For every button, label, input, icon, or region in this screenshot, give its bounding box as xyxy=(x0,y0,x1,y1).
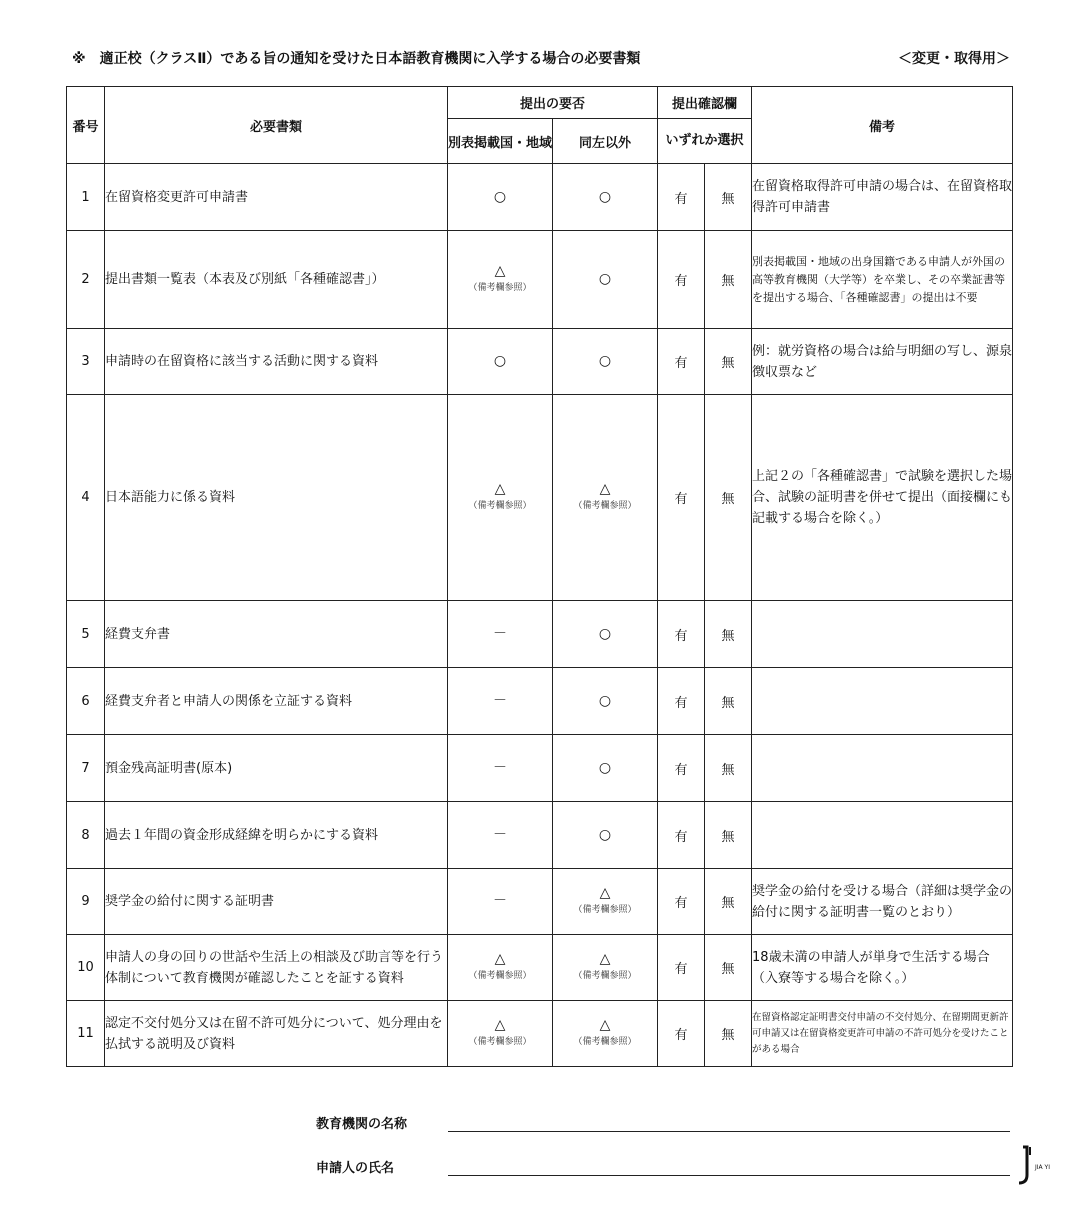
remarks-cell xyxy=(752,735,1013,802)
row-number: 4 xyxy=(67,395,105,601)
header-required: 提出の要否 xyxy=(448,87,658,119)
header-remarks: 備考 xyxy=(752,87,1013,164)
mark-note: （備考欄参照） xyxy=(573,500,637,511)
confirm-no-option[interactable]: 無 xyxy=(705,869,752,935)
remarks-cell: 在留資格取得許可申請の場合は、在留資格取得許可申請書 xyxy=(752,164,1013,231)
header-confirm: 提出確認欄 xyxy=(658,87,752,119)
required-other-mark xyxy=(553,1001,658,1067)
required-listed-mark xyxy=(448,164,553,231)
mark-symbol: － xyxy=(493,759,507,776)
mark-symbol: △ xyxy=(494,262,506,279)
required-other-mark xyxy=(553,231,658,329)
row-number: 3 xyxy=(67,329,105,395)
row-number: 7 xyxy=(67,735,105,802)
usage-tag: ＜変更・取得用＞ xyxy=(898,51,1010,67)
document-name: 経費支弁者と申請人の関係を立証する資料 xyxy=(105,668,448,735)
mark-note: （備考欄参照） xyxy=(468,500,532,511)
confirm-no-option[interactable]: 無 xyxy=(705,395,752,601)
confirm-yes-option[interactable]: 有 xyxy=(658,802,705,869)
confirm-no-option[interactable]: 無 xyxy=(705,935,752,1001)
mark-symbol: △ xyxy=(494,1016,506,1033)
applicant-name-line[interactable] xyxy=(448,1175,1010,1176)
mark-symbol: △ xyxy=(599,884,611,901)
document-title: ※ 適正校（クラスⅡ）である旨の通知を受けた日本語教育機関に入学する場合の必要書類 xyxy=(72,51,641,67)
mark-note: （備考欄参照） xyxy=(573,970,637,981)
remarks-cell: 在留資格認定証明書交付申請の不交付処分、在留期間更新許可申請又は在留資格変更許可申請の不許可処分を受けたことがある場合 xyxy=(752,1001,1013,1067)
document-name: 認定不交付処分又は在留不許可処分について、処分理由を払拭する説明及び資料 xyxy=(105,1001,448,1067)
row-number: 8 xyxy=(67,802,105,869)
confirm-no-option[interactable]: 無 xyxy=(705,802,752,869)
required-listed-mark xyxy=(448,231,553,329)
confirm-no-option[interactable]: 無 xyxy=(705,329,752,395)
row-number: 6 xyxy=(67,668,105,735)
mark-symbol: ○ xyxy=(598,271,612,287)
table-row xyxy=(67,601,1013,668)
row-number: 10 xyxy=(67,935,105,1001)
mark-symbol: ○ xyxy=(598,759,612,776)
confirm-yes-option[interactable]: 有 xyxy=(658,1001,705,1067)
confirm-yes-option[interactable]: 有 xyxy=(658,735,705,802)
row-number: 5 xyxy=(67,601,105,668)
mark-symbol: － xyxy=(493,625,507,642)
table-row xyxy=(67,802,1013,869)
applicant-name-label: 申請人の氏名 xyxy=(316,1161,395,1176)
required-listed-mark xyxy=(448,601,553,668)
svg-text:JIA YI: JIA YI xyxy=(1035,1164,1050,1171)
document-name: 奨学金の給付に関する証明書 xyxy=(105,869,448,935)
mark-symbol: ○ xyxy=(598,826,612,843)
mark-symbol: － xyxy=(493,826,507,843)
row-number: 1 xyxy=(67,164,105,231)
header-number: 番号 xyxy=(67,87,105,164)
mark-note: （備考欄参照） xyxy=(468,282,532,293)
remarks-cell: 奨学金の給付を受ける場合（詳細は奨学金の給付に関する証明書一覧のとおり） xyxy=(752,869,1013,935)
table-row xyxy=(67,1001,1013,1067)
remarks-cell xyxy=(752,668,1013,735)
jiayi-logo xyxy=(1017,1145,1061,1189)
remarks-cell xyxy=(752,802,1013,869)
required-other-mark xyxy=(553,869,658,935)
confirm-no-option[interactable]: 無 xyxy=(705,1001,752,1067)
header-other-countries: 同左以外 xyxy=(553,119,658,164)
confirm-no-option[interactable]: 無 xyxy=(705,231,752,329)
confirm-yes-option[interactable]: 有 xyxy=(658,329,705,395)
table-row xyxy=(67,869,1013,935)
header-select-one: いずれか選択 xyxy=(658,119,752,164)
row-number: 11 xyxy=(67,1001,105,1067)
document-name: 申請人の身の回りの世話や生活上の相談及び助言等を行う体制について教育機関が確認したことを証する資料 xyxy=(105,935,448,1001)
remarks-cell: 例：就労資格の場合は給与明細の写し、源泉徴収票など xyxy=(752,329,1013,395)
required-listed-mark xyxy=(448,395,553,601)
table-row xyxy=(67,668,1013,735)
mark-symbol: － xyxy=(493,893,507,909)
mark-symbol: ○ xyxy=(493,188,507,205)
document-name: 日本語能力に係る資料 xyxy=(105,395,448,601)
header-listed-countries: 別表掲載国・地域 xyxy=(448,119,553,164)
document-name: 申請時の在留資格に該当する活動に関する資料 xyxy=(105,329,448,395)
document-name: 過去１年間の資金形成経緯を明らかにする資料 xyxy=(105,802,448,869)
document-name: 経費支弁書 xyxy=(105,601,448,668)
confirm-yes-option[interactable]: 有 xyxy=(658,668,705,735)
institution-name-line[interactable] xyxy=(448,1131,1010,1132)
mark-symbol: △ xyxy=(494,480,506,497)
institution-name-label: 教育機関の名称 xyxy=(316,1117,408,1132)
required-other-mark xyxy=(553,735,658,802)
confirm-yes-option[interactable]: 有 xyxy=(658,935,705,1001)
remarks-cell: 上記２の「各種確認書」で試験を選択した場合、試験の証明書を併せて提出（面接欄にも記載する場合を除く。） xyxy=(752,395,1013,601)
mark-note: （備考欄参照） xyxy=(573,904,637,915)
mark-symbol: △ xyxy=(494,950,506,967)
document-name: 在留資格変更許可申請書 xyxy=(105,164,448,231)
applicant-signature xyxy=(0,1152,1080,1182)
required-other-mark xyxy=(553,164,658,231)
confirm-no-option[interactable]: 無 xyxy=(705,735,752,802)
mark-symbol: － xyxy=(493,692,507,709)
table-row xyxy=(67,164,1013,231)
header-documents: 必要書類 xyxy=(105,87,448,164)
mark-symbol: △ xyxy=(599,480,611,497)
required-other-mark xyxy=(553,395,658,601)
confirm-yes-option[interactable]: 有 xyxy=(658,869,705,935)
required-listed-mark xyxy=(448,1001,553,1067)
table-row xyxy=(67,935,1013,1001)
confirm-no-option[interactable]: 無 xyxy=(705,601,752,668)
mark-note: （備考欄参照） xyxy=(468,1036,532,1047)
required-listed-mark xyxy=(448,802,553,869)
required-other-mark xyxy=(553,329,658,395)
confirm-no-option[interactable]: 無 xyxy=(705,668,752,735)
required-other-mark xyxy=(553,802,658,869)
required-listed-mark xyxy=(448,329,553,395)
required-listed-mark xyxy=(448,935,553,1001)
required-other-mark xyxy=(553,601,658,668)
mark-symbol: ○ xyxy=(493,353,507,369)
table-row xyxy=(67,329,1013,395)
mark-symbol: ○ xyxy=(598,188,612,205)
confirm-no-option[interactable]: 無 xyxy=(705,164,752,231)
required-listed-mark xyxy=(448,668,553,735)
remarks-cell: 別表掲載国・地域の出身国籍である申請人が外国の高等教育機関（大学等）を卒業し、その卒業証書等を提出する場合、「各種確認書」の提出は不要 xyxy=(752,231,1013,329)
mark-symbol: △ xyxy=(599,1016,611,1033)
confirm-yes-option[interactable]: 有 xyxy=(658,164,705,231)
required-other-mark xyxy=(553,668,658,735)
table-row xyxy=(67,231,1013,329)
mark-symbol: ○ xyxy=(598,625,612,642)
required-listed-mark xyxy=(448,735,553,802)
required-listed-mark xyxy=(448,869,553,935)
mark-note: （備考欄参照） xyxy=(468,970,532,981)
table-row xyxy=(67,395,1013,601)
row-number: 2 xyxy=(67,231,105,329)
document-name: 預金残高証明書(原本) xyxy=(105,735,448,802)
mark-note: （備考欄参照） xyxy=(573,1036,637,1047)
remarks-cell xyxy=(752,601,1013,668)
confirm-yes-option[interactable]: 有 xyxy=(658,395,705,601)
confirm-yes-option[interactable]: 有 xyxy=(658,231,705,329)
document-header xyxy=(72,48,1010,70)
remarks-cell: 18歳未満の申請人が単身で生活する場合（入寮等する場合を除く。） xyxy=(752,935,1013,1001)
document-name: 提出書類一覧表（本表及び別紙「各種確認書」） xyxy=(105,231,448,329)
mark-symbol: ○ xyxy=(598,353,612,369)
table-body xyxy=(67,164,1013,1067)
required-documents-table xyxy=(66,86,1013,1067)
confirm-yes-option[interactable]: 有 xyxy=(658,601,705,668)
row-number: 9 xyxy=(67,869,105,935)
mark-symbol: △ xyxy=(599,950,611,967)
table-row xyxy=(67,735,1013,802)
required-other-mark xyxy=(553,935,658,1001)
mark-symbol: ○ xyxy=(598,692,612,709)
institution-signature xyxy=(0,1108,1080,1138)
